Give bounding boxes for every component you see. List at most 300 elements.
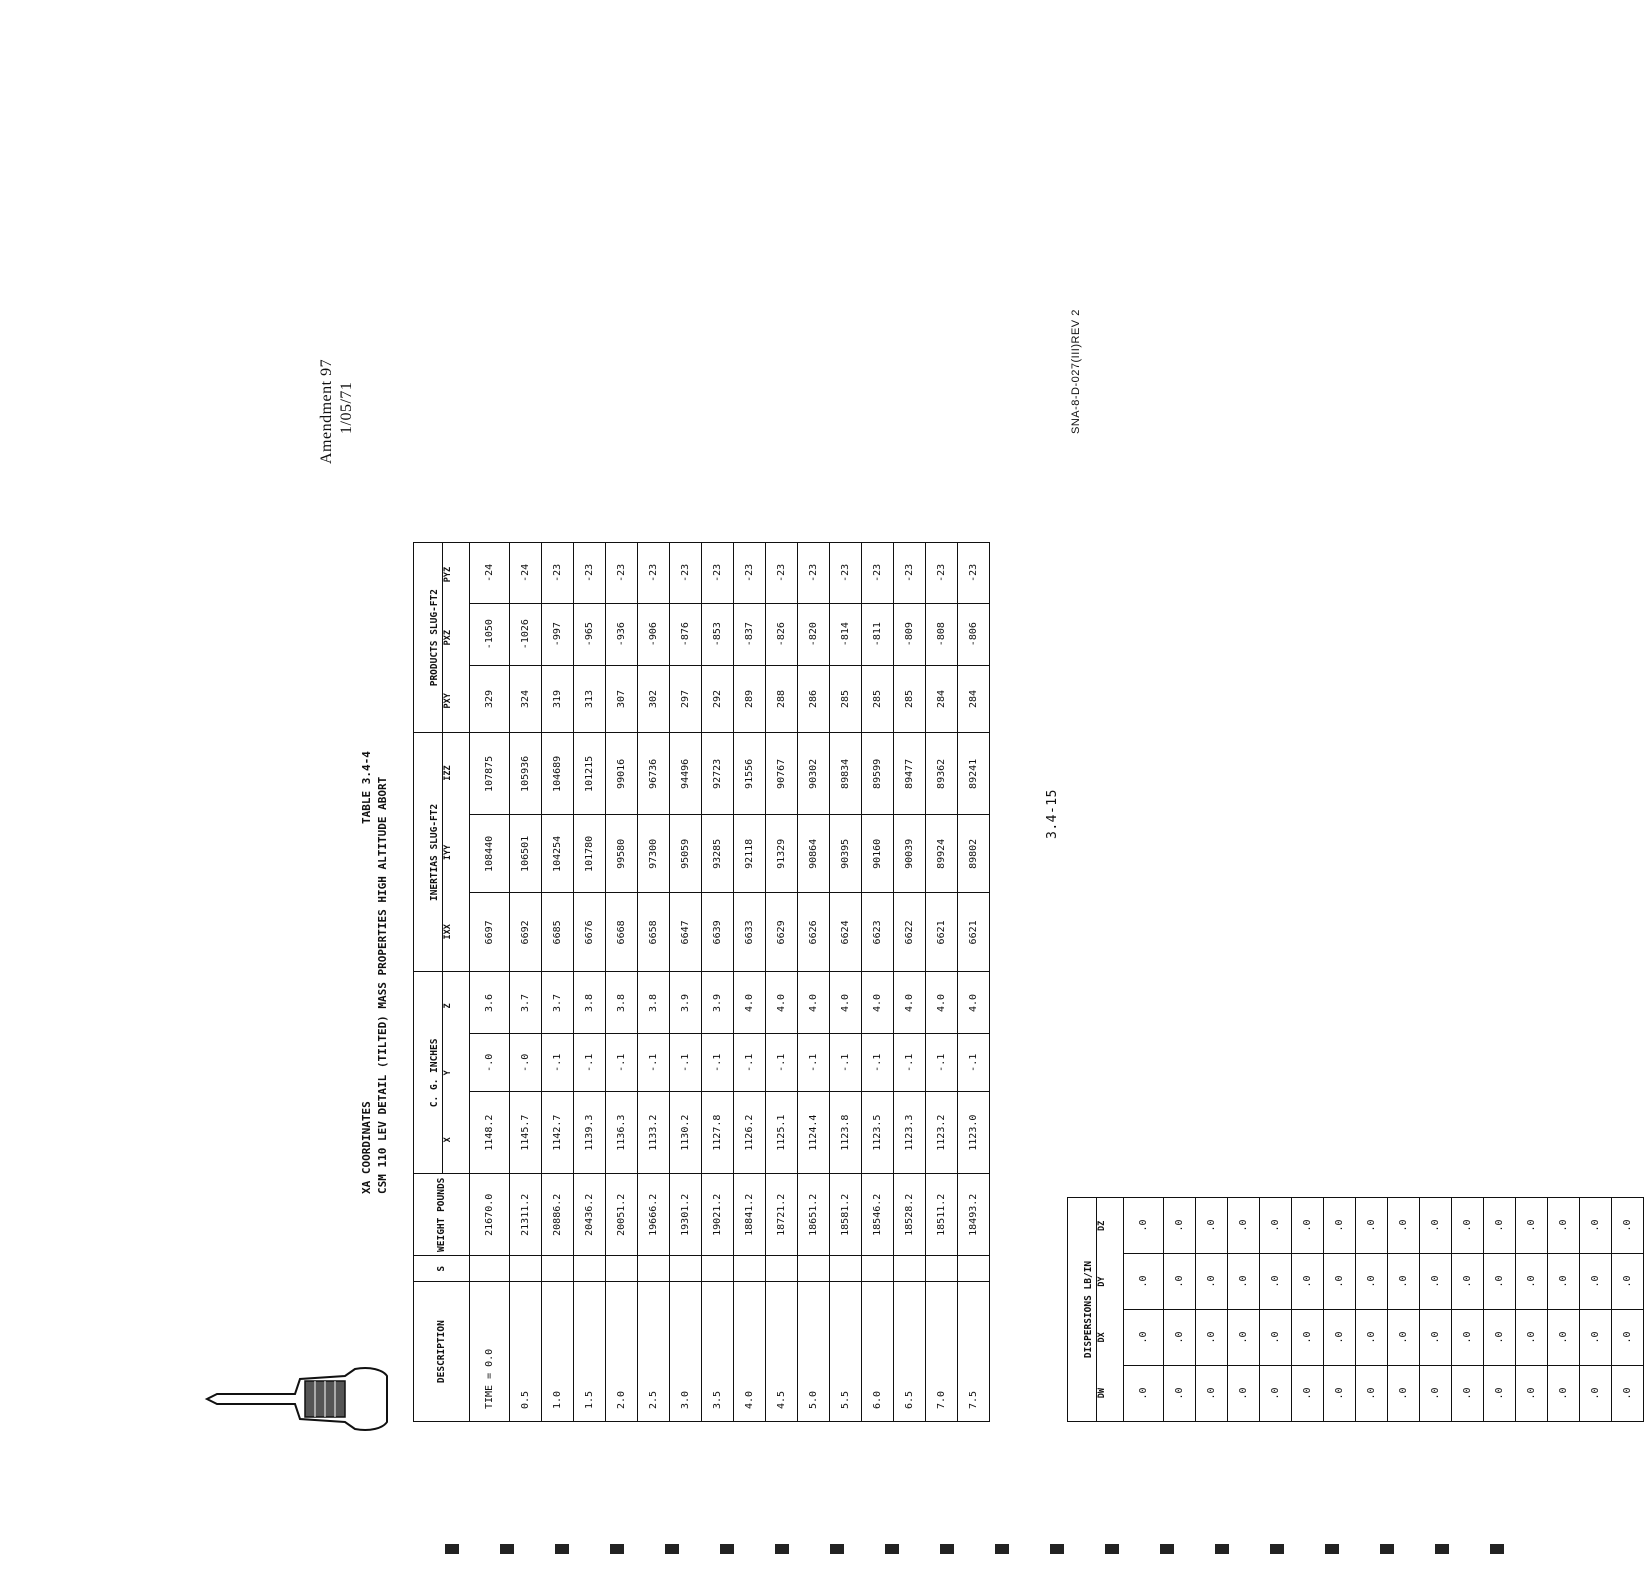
dispersion-cell: .0 bbox=[1420, 1197, 1452, 1253]
cell-y: -.0 bbox=[510, 1034, 542, 1092]
cell-weight: 20886.2 bbox=[542, 1174, 574, 1256]
cell-izz: 89241 bbox=[958, 733, 990, 815]
cell-x: 1124.4 bbox=[798, 1092, 830, 1174]
cell-z: 3.9 bbox=[702, 972, 734, 1034]
header-pxy: PXY bbox=[443, 693, 453, 709]
cell-pxy: 288 bbox=[766, 665, 798, 733]
dispersion-cell: .0 bbox=[1292, 1366, 1324, 1422]
cell-pxy: 284 bbox=[926, 665, 958, 733]
cell-desc: 1.0 bbox=[542, 1282, 574, 1422]
cell-ixx: 6639 bbox=[702, 893, 734, 972]
cell-pxz: -806 bbox=[958, 603, 990, 665]
cell-x: 1123.3 bbox=[894, 1092, 926, 1174]
cell-z: 4.0 bbox=[862, 972, 894, 1034]
cell-iyy: 108440 bbox=[470, 815, 510, 893]
dispersion-cell: .0 bbox=[1452, 1366, 1484, 1422]
header-description: DESCRIPTION bbox=[414, 1282, 470, 1422]
dispersion-row bbox=[1356, 1197, 1388, 1421]
cell-weight: 18581.2 bbox=[830, 1174, 862, 1256]
dispersion-cell: .0 bbox=[1196, 1310, 1228, 1366]
cell-pxy: 313 bbox=[574, 665, 606, 733]
cell-pxy: 284 bbox=[958, 665, 990, 733]
cell-desc: 7.5 bbox=[958, 1282, 990, 1422]
dispersion-cell: .0 bbox=[1548, 1254, 1580, 1310]
cell-pxy: 289 bbox=[734, 665, 766, 733]
dispersion-cell: .0 bbox=[1420, 1310, 1452, 1366]
cell-izz: 105936 bbox=[510, 733, 542, 815]
cell-weight: 18841.2 bbox=[734, 1174, 766, 1256]
scan-mark bbox=[1050, 1544, 1064, 1554]
cell-desc: 7.0 bbox=[926, 1282, 958, 1422]
cell-pyz: -23 bbox=[542, 543, 574, 604]
cell-iyy: 104254 bbox=[542, 815, 574, 893]
dispersion-cell: .0 bbox=[1164, 1310, 1196, 1366]
cell-ixx: 6668 bbox=[606, 893, 638, 972]
dispersion-cell: .0 bbox=[1484, 1310, 1516, 1366]
cell-pxy: 285 bbox=[862, 665, 894, 733]
dispersion-col-dz: DZ bbox=[1097, 1220, 1107, 1231]
cell-pxy: 297 bbox=[670, 665, 702, 733]
cell-ixx: 6633 bbox=[734, 893, 766, 972]
scan-mark bbox=[1435, 1544, 1449, 1554]
header-inertias bbox=[414, 733, 470, 972]
cell-s bbox=[894, 1256, 926, 1282]
dispersion-cell: .0 bbox=[1260, 1197, 1292, 1253]
dispersion-cell: .0 bbox=[1548, 1197, 1580, 1253]
dispersion-col-dy: DY bbox=[1097, 1276, 1107, 1287]
cell-pyz: -23 bbox=[894, 543, 926, 604]
table-row bbox=[470, 543, 510, 1422]
cell-x: 1123.8 bbox=[830, 1092, 862, 1174]
dispersion-cell: .0 bbox=[1260, 1254, 1292, 1310]
cell-s bbox=[734, 1256, 766, 1282]
cell-pyz: -23 bbox=[798, 543, 830, 604]
table-row bbox=[670, 543, 702, 1422]
cell-pyz: -24 bbox=[510, 543, 542, 604]
cell-izz: 89599 bbox=[862, 733, 894, 815]
cell-iyy: 89924 bbox=[926, 815, 958, 893]
scan-mark bbox=[500, 1544, 514, 1554]
cell-iyy: 95059 bbox=[670, 815, 702, 893]
dispersion-cell: .0 bbox=[1164, 1366, 1196, 1422]
cell-izz: 89362 bbox=[926, 733, 958, 815]
cell-s bbox=[638, 1256, 670, 1282]
cell-y: -.1 bbox=[766, 1034, 798, 1092]
cell-pyz: -23 bbox=[606, 543, 638, 604]
cell-s bbox=[798, 1256, 830, 1282]
cell-weight: 18546.2 bbox=[862, 1174, 894, 1256]
cell-y: -.1 bbox=[574, 1034, 606, 1092]
cell-s bbox=[606, 1256, 638, 1282]
scan-mark bbox=[995, 1544, 1009, 1554]
cell-weight: 19021.2 bbox=[702, 1174, 734, 1256]
cell-pyz: -23 bbox=[734, 543, 766, 604]
cell-z: 4.0 bbox=[958, 972, 990, 1034]
cell-desc: TIME = 0.0 bbox=[470, 1282, 510, 1422]
cell-weight: 19666.2 bbox=[638, 1174, 670, 1256]
cell-y: -.1 bbox=[862, 1034, 894, 1092]
cell-y: -.1 bbox=[542, 1034, 574, 1092]
cell-z: 3.8 bbox=[638, 972, 670, 1034]
cell-weight: 19301.2 bbox=[670, 1174, 702, 1256]
cell-pxz: -814 bbox=[830, 603, 862, 665]
cell-ixx: 6676 bbox=[574, 893, 606, 972]
cell-x: 1145.7 bbox=[510, 1092, 542, 1174]
cell-y: -.0 bbox=[470, 1034, 510, 1092]
table-row bbox=[542, 543, 574, 1422]
cell-izz: 90302 bbox=[798, 733, 830, 815]
dispersion-row bbox=[1196, 1197, 1228, 1421]
cell-s bbox=[542, 1256, 574, 1282]
cell-y: -.1 bbox=[958, 1034, 990, 1092]
scan-mark bbox=[555, 1544, 569, 1554]
dispersion-row bbox=[1292, 1197, 1324, 1421]
cell-pyz: -23 bbox=[926, 543, 958, 604]
table-row bbox=[734, 543, 766, 1422]
cell-pyz: -23 bbox=[638, 543, 670, 604]
cell-y: -.1 bbox=[798, 1034, 830, 1092]
header-pyz: PYZ bbox=[443, 566, 453, 583]
cell-ixx: 6622 bbox=[894, 893, 926, 972]
spacecraft-icon bbox=[205, 1364, 390, 1434]
cell-desc: 1.5 bbox=[574, 1282, 606, 1422]
cell-iyy: 93285 bbox=[702, 815, 734, 893]
dispersion-cell: .0 bbox=[1196, 1366, 1228, 1422]
dispersion-row bbox=[1420, 1197, 1452, 1421]
cell-iyy: 90395 bbox=[830, 815, 862, 893]
dispersion-cell: .0 bbox=[1164, 1197, 1196, 1253]
table-row bbox=[606, 543, 638, 1422]
cell-iyy: 89802 bbox=[958, 815, 990, 893]
dispersion-cell: .0 bbox=[1228, 1254, 1260, 1310]
dispersion-cell: .0 bbox=[1124, 1366, 1164, 1422]
scan-mark bbox=[665, 1544, 679, 1554]
dispersion-cell: .0 bbox=[1516, 1310, 1548, 1366]
dispersion-cell: .0 bbox=[1612, 1310, 1644, 1366]
header-inertias-label: INERTIAS SLUG-FT2 bbox=[429, 803, 440, 902]
cell-y: -.1 bbox=[734, 1034, 766, 1092]
cell-ixx: 6624 bbox=[830, 893, 862, 972]
cell-weight: 18528.2 bbox=[894, 1174, 926, 1256]
dispersion-cell: .0 bbox=[1324, 1197, 1356, 1253]
dispersion-cell: .0 bbox=[1196, 1254, 1228, 1310]
cell-s bbox=[926, 1256, 958, 1282]
dispersion-cell: .0 bbox=[1292, 1254, 1324, 1310]
cell-ixx: 6685 bbox=[542, 893, 574, 972]
scan-mark bbox=[610, 1544, 624, 1554]
cell-pxy: 285 bbox=[830, 665, 862, 733]
scan-mark bbox=[1490, 1544, 1504, 1554]
header-cg bbox=[414, 972, 470, 1174]
dispersion-cell: .0 bbox=[1124, 1254, 1164, 1310]
header-pxz: PXZ bbox=[443, 630, 453, 646]
scan-mark bbox=[720, 1544, 734, 1554]
cell-ixx: 6621 bbox=[958, 893, 990, 972]
dispersion-row bbox=[1164, 1197, 1196, 1421]
cell-pxy: 329 bbox=[470, 665, 510, 733]
table-row bbox=[702, 543, 734, 1422]
header-cg-x: X bbox=[443, 1137, 453, 1143]
cell-weight: 18721.2 bbox=[766, 1174, 798, 1256]
cell-z: 4.0 bbox=[798, 972, 830, 1034]
dispersion-cell: .0 bbox=[1228, 1197, 1260, 1253]
cell-iyy: 92118 bbox=[734, 815, 766, 893]
cell-pxy: 307 bbox=[606, 665, 638, 733]
cell-pxy: 324 bbox=[510, 665, 542, 733]
dispersion-cell: .0 bbox=[1228, 1366, 1260, 1422]
header-cg-z: Z bbox=[443, 1003, 453, 1009]
cell-izz: 94496 bbox=[670, 733, 702, 815]
dispersion-cell: .0 bbox=[1548, 1310, 1580, 1366]
cell-y: -.1 bbox=[638, 1034, 670, 1092]
dispersion-row bbox=[1612, 1197, 1644, 1421]
cell-s bbox=[958, 1256, 990, 1282]
scan-mark bbox=[1325, 1544, 1339, 1554]
cell-desc: 6.0 bbox=[862, 1282, 894, 1422]
cell-iyy: 90039 bbox=[894, 815, 926, 893]
cell-pyz: -23 bbox=[958, 543, 990, 604]
cell-y: -.1 bbox=[670, 1034, 702, 1092]
dispersion-cell: .0 bbox=[1580, 1310, 1612, 1366]
table-row bbox=[574, 543, 606, 1422]
cell-pyz: -23 bbox=[574, 543, 606, 604]
cell-weight: 20436.2 bbox=[574, 1174, 606, 1256]
cell-pxy: 285 bbox=[894, 665, 926, 733]
cell-x: 1127.8 bbox=[702, 1092, 734, 1174]
dispersion-row bbox=[1580, 1197, 1612, 1421]
dispersion-row bbox=[1388, 1197, 1420, 1421]
cell-y: -.1 bbox=[830, 1034, 862, 1092]
cell-z: 3.8 bbox=[574, 972, 606, 1034]
cell-y: -.1 bbox=[926, 1034, 958, 1092]
dispersion-cell: .0 bbox=[1324, 1366, 1356, 1422]
dispersion-cell: .0 bbox=[1580, 1197, 1612, 1253]
header-s: S bbox=[414, 1256, 470, 1282]
dispersion-cell: .0 bbox=[1452, 1310, 1484, 1366]
cell-s bbox=[702, 1256, 734, 1282]
cell-y: -.1 bbox=[606, 1034, 638, 1092]
cell-pxz: -936 bbox=[606, 603, 638, 665]
cell-x: 1123.2 bbox=[926, 1092, 958, 1174]
table-row bbox=[958, 543, 990, 1422]
cell-izz: 99016 bbox=[606, 733, 638, 815]
cell-z: 3.7 bbox=[542, 972, 574, 1034]
dispersion-cell: .0 bbox=[1612, 1254, 1644, 1310]
dispersion-cell: .0 bbox=[1420, 1366, 1452, 1422]
cell-izz: 89834 bbox=[830, 733, 862, 815]
cell-pxz: -876 bbox=[670, 603, 702, 665]
cell-pxy: 302 bbox=[638, 665, 670, 733]
dispersion-row bbox=[1124, 1197, 1164, 1421]
cell-izz: 92723 bbox=[702, 733, 734, 815]
cell-pxz: -809 bbox=[894, 603, 926, 665]
dispersion-row bbox=[1548, 1197, 1580, 1421]
cell-ixx: 6697 bbox=[470, 893, 510, 972]
cell-s bbox=[574, 1256, 606, 1282]
cell-x: 1133.2 bbox=[638, 1092, 670, 1174]
cell-ixx: 6647 bbox=[670, 893, 702, 972]
dispersion-cell: .0 bbox=[1324, 1310, 1356, 1366]
header-weight: WEIGHT POUNDS bbox=[414, 1174, 470, 1256]
amendment-date: 1/05/71 bbox=[338, 381, 355, 434]
cell-ixx: 6623 bbox=[862, 893, 894, 972]
table-row bbox=[638, 543, 670, 1422]
cell-pxz: -1050 bbox=[470, 603, 510, 665]
cell-desc: 2.0 bbox=[606, 1282, 638, 1422]
cell-pyz: -24 bbox=[470, 543, 510, 604]
dispersion-cell: .0 bbox=[1484, 1254, 1516, 1310]
cell-x: 1126.2 bbox=[734, 1092, 766, 1174]
scan-mark bbox=[1105, 1544, 1119, 1554]
table-title: CSM 110 LEV DETAIL (TILTED) MASS PROPERTIES HIGH ALTITUDE ABORT bbox=[376, 776, 389, 1194]
dispersion-row bbox=[1516, 1197, 1548, 1421]
cell-desc: 4.0 bbox=[734, 1282, 766, 1422]
cell-desc: 3.5 bbox=[702, 1282, 734, 1422]
scan-mark bbox=[1380, 1544, 1394, 1554]
cell-x: 1123.0 bbox=[958, 1092, 990, 1174]
table-row bbox=[862, 543, 894, 1422]
cell-desc: 6.5 bbox=[894, 1282, 926, 1422]
header-izz: IZZ bbox=[443, 765, 453, 781]
cell-desc: 0.5 bbox=[510, 1282, 542, 1422]
amendment-label: Amendment 97 bbox=[318, 358, 335, 464]
dispersion-cell: .0 bbox=[1516, 1197, 1548, 1253]
cell-z: 3.6 bbox=[470, 972, 510, 1034]
cell-weight: 18651.2 bbox=[798, 1174, 830, 1256]
dispersion-cell: .0 bbox=[1484, 1197, 1516, 1253]
dispersion-cell: .0 bbox=[1420, 1254, 1452, 1310]
dispersion-cell: .0 bbox=[1388, 1254, 1420, 1310]
dispersion-cell: .0 bbox=[1388, 1310, 1420, 1366]
dispersions-header bbox=[1068, 1197, 1124, 1421]
cell-izz: 90767 bbox=[766, 733, 798, 815]
dispersion-cell: .0 bbox=[1164, 1254, 1196, 1310]
cell-pyz: -23 bbox=[830, 543, 862, 604]
cell-ixx: 6692 bbox=[510, 893, 542, 972]
cell-pyz: -23 bbox=[670, 543, 702, 604]
cell-desc: 4.5 bbox=[766, 1282, 798, 1422]
cell-pxz: -1026 bbox=[510, 603, 542, 665]
table-row bbox=[830, 543, 862, 1422]
dispersion-cell: .0 bbox=[1516, 1254, 1548, 1310]
dispersion-cell: .0 bbox=[1452, 1254, 1484, 1310]
cell-pxy: 286 bbox=[798, 665, 830, 733]
scan-mark bbox=[830, 1544, 844, 1554]
cell-x: 1136.3 bbox=[606, 1092, 638, 1174]
cell-ixx: 6658 bbox=[638, 893, 670, 972]
dispersion-row bbox=[1228, 1197, 1260, 1421]
header-iyy: IYY bbox=[443, 844, 453, 861]
cell-z: 3.9 bbox=[670, 972, 702, 1034]
dispersion-cell: .0 bbox=[1516, 1366, 1548, 1422]
cell-x: 1123.5 bbox=[862, 1092, 894, 1174]
cell-pxz: -811 bbox=[862, 603, 894, 665]
mass-properties-table bbox=[413, 542, 990, 1422]
cell-desc: 3.0 bbox=[670, 1282, 702, 1422]
cell-s bbox=[830, 1256, 862, 1282]
cell-izz: 89477 bbox=[894, 733, 926, 815]
table-row bbox=[926, 543, 958, 1422]
cell-x: 1148.2 bbox=[470, 1092, 510, 1174]
dispersion-cell: .0 bbox=[1452, 1197, 1484, 1253]
dispersion-cell: .0 bbox=[1612, 1197, 1644, 1253]
cell-x: 1139.3 bbox=[574, 1092, 606, 1174]
table-row bbox=[766, 543, 798, 1422]
cell-iyy: 106501 bbox=[510, 815, 542, 893]
cell-pxz: -965 bbox=[574, 603, 606, 665]
cell-izz: 101215 bbox=[574, 733, 606, 815]
cell-pxz: -906 bbox=[638, 603, 670, 665]
page-number: 3.4-15 bbox=[1045, 789, 1060, 839]
cell-izz: 104689 bbox=[542, 733, 574, 815]
dispersion-row bbox=[1260, 1197, 1292, 1421]
cell-izz: 107875 bbox=[470, 733, 510, 815]
scan-mark bbox=[885, 1544, 899, 1554]
cell-izz: 91556 bbox=[734, 733, 766, 815]
cell-s bbox=[510, 1256, 542, 1282]
dispersion-cell: .0 bbox=[1388, 1366, 1420, 1422]
coord-label: XA COORDINATES bbox=[360, 1101, 373, 1194]
cell-y: -.1 bbox=[702, 1034, 734, 1092]
cell-iyy: 101780 bbox=[574, 815, 606, 893]
scan-mark bbox=[775, 1544, 789, 1554]
cell-iyy: 91329 bbox=[766, 815, 798, 893]
dispersion-row bbox=[1484, 1197, 1516, 1421]
dispersion-cell: .0 bbox=[1292, 1197, 1324, 1253]
cell-pxz: -997 bbox=[542, 603, 574, 665]
cell-izz: 96736 bbox=[638, 733, 670, 815]
cell-desc: 5.5 bbox=[830, 1282, 862, 1422]
dispersion-cell: .0 bbox=[1324, 1254, 1356, 1310]
header-products bbox=[414, 543, 470, 733]
cell-z: 3.7 bbox=[510, 972, 542, 1034]
dispersion-cell: .0 bbox=[1124, 1310, 1164, 1366]
cell-weight: 18493.2 bbox=[958, 1174, 990, 1256]
cell-weight: 21311.2 bbox=[510, 1174, 542, 1256]
cell-z: 3.8 bbox=[606, 972, 638, 1034]
cell-pxz: -837 bbox=[734, 603, 766, 665]
cell-pxy: 292 bbox=[702, 665, 734, 733]
cell-iyy: 97300 bbox=[638, 815, 670, 893]
cell-ixx: 6629 bbox=[766, 893, 798, 972]
dispersion-cell: .0 bbox=[1356, 1310, 1388, 1366]
cell-x: 1130.2 bbox=[670, 1092, 702, 1174]
cell-pxy: 319 bbox=[542, 665, 574, 733]
scan-mark bbox=[1215, 1544, 1229, 1554]
dispersion-cell: .0 bbox=[1260, 1366, 1292, 1422]
doc-id: SNA-8-D-027(III)REV 2 bbox=[1070, 309, 1082, 434]
cell-iyy: 90864 bbox=[798, 815, 830, 893]
dispersion-cell: .0 bbox=[1228, 1310, 1260, 1366]
cell-pxz: -820 bbox=[798, 603, 830, 665]
cell-x: 1125.1 bbox=[766, 1092, 798, 1174]
dispersion-cell: .0 bbox=[1196, 1197, 1228, 1253]
table-row bbox=[894, 543, 926, 1422]
cell-pyz: -23 bbox=[766, 543, 798, 604]
table-row bbox=[510, 543, 542, 1422]
cell-weight: 18511.2 bbox=[926, 1174, 958, 1256]
cell-s bbox=[766, 1256, 798, 1282]
header-cg-y: Y bbox=[443, 1070, 453, 1076]
table-number: TABLE 3.4-4 bbox=[360, 751, 373, 824]
dispersion-row bbox=[1452, 1197, 1484, 1421]
dispersion-cell: .0 bbox=[1612, 1366, 1644, 1422]
cell-ixx: 6626 bbox=[798, 893, 830, 972]
dispersion-col-dx: DX bbox=[1097, 1332, 1107, 1343]
dispersions-title: DISPERSIONS LB/IN bbox=[1083, 1260, 1094, 1359]
cell-z: 4.0 bbox=[894, 972, 926, 1034]
dispersions-table bbox=[1067, 1197, 1644, 1422]
